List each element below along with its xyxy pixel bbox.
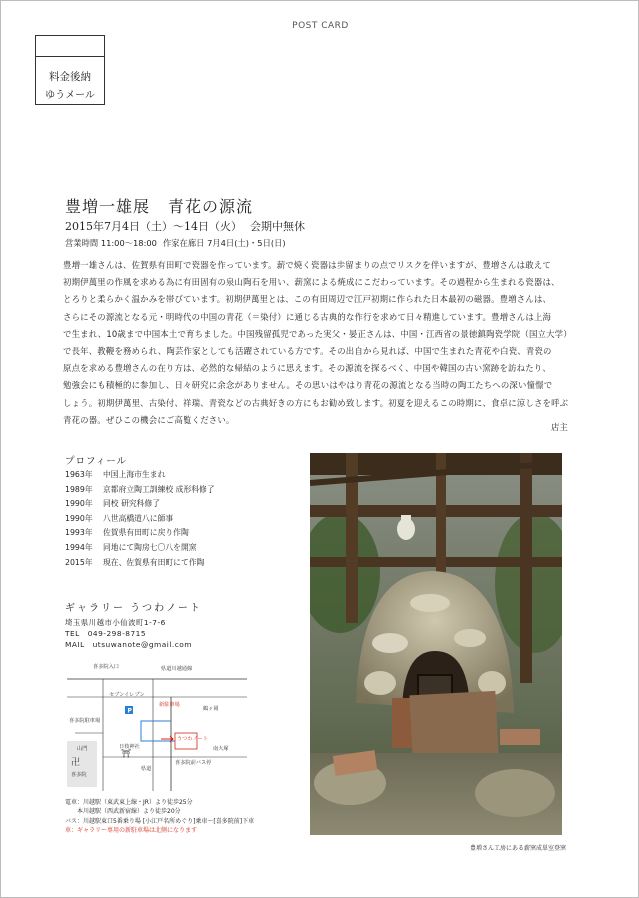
profile-year: 1963年 — [65, 470, 93, 479]
profile-year: 1989年 — [65, 484, 93, 494]
gallery-contact — [65, 618, 192, 650]
svg-text:P: P — [127, 707, 132, 715]
profile-year: 1990年 — [65, 499, 93, 509]
signature: 店主 — [551, 422, 568, 432]
profile-row — [65, 468, 215, 483]
exhibition-title — [65, 194, 253, 217]
map-label-kitain-parking: 喜多院駐車場 — [69, 718, 101, 724]
profile-row — [65, 541, 215, 556]
exhibition-dates — [65, 218, 305, 234]
profile-row — [65, 556, 215, 571]
map-label-route: 県道 — [141, 766, 152, 772]
map-label-bus-stop: 喜多院前バス停 — [175, 760, 212, 766]
map-label-utsuwa-note: うつわノート — [177, 736, 208, 742]
map-graphic — [63, 661, 249, 793]
access-train-1: 電車：川越駅（東武東上線・JR）より徒歩25分 — [65, 799, 193, 806]
profile-text: 京都府立陶工訓練校 成形科修了 — [103, 484, 215, 494]
access-train-2: 本川越駅（西武新宿線）より徒歩20分 — [65, 808, 181, 816]
profile-year: 2015年 — [65, 557, 93, 567]
profile-list — [65, 468, 215, 570]
gallery-tel: TEL 049-298-8715 — [65, 628, 147, 638]
temple-icon: 卍 — [71, 758, 81, 768]
closed-days: 会期中無休 — [250, 220, 305, 233]
access-bus: バス：川越駅東口5番乗り場 [小江戸名所めぐり]乗車～[喜多院前]下車 — [65, 817, 255, 825]
map-label-tenmangu: 日枝神社 — [119, 744, 140, 750]
map-label-kitain-entrance: 喜多院入口 — [93, 664, 119, 670]
postcard-label: POST CARD — [292, 21, 349, 31]
profile-text: 同校 研究科修了 — [103, 499, 161, 509]
gallery-mail[interactable]: MAIL utsuwanote@gmail.com — [65, 639, 193, 649]
gallery-name: ギャラリー うつわノート — [65, 603, 202, 614]
map-label-yamamon: 山門 — [77, 746, 88, 752]
postage-paid-stamp — [35, 35, 105, 105]
date-range: 2015年7月4日（土）～14日（火） — [65, 220, 242, 233]
profile-text: 同地にて陶房七〇八を開窯 — [103, 542, 197, 552]
hours-text: 営業時間 11:00～18:00 — [65, 238, 157, 248]
stamp-line-2: ゆうメール — [45, 90, 95, 101]
profile-text: 中国上海市生まれ — [103, 470, 166, 479]
map-label-new-parking: 新駐車場 — [159, 702, 180, 708]
introduction-text: 豊増一雄さんは、佐賀県有田町で瓷器を作っています。薪で焼く瓷器は歩留まりの点でリスクを伴いますが、豊増さんは敢えて 初期伊萬里の作風を求める為に有田固有の泉山陶石を用い、薪窯による焼成にこだわっています。その過程から生まれる瓷器は、 とろりと柔らかく温かみを帯びています。初期伊萬里とは、この有田周辺で江戸初期に作られた日本最初の磁器。豊増さんは、 さらにその源流となる元・明時代の中国の青花（＝染付）に通じる古典的な作行を求めて日々精進しています。豊増さんは上海 で生まれ、10歳まで中国本土で育ちました。中国残留孤児であった実父・晏正さんは、中国・江西省の景徳鎮陶瓷学院（国立大学） で長年、教鞭を務められ、陶芸作家としても活躍されている方です。その出自から見れば、中国で生まれた青花や白瓷、青瓷の 原点を求める豊増さんの在り方は、必然的な帰結のように思えます。その源流を探るべく、中国や韓国の古い窯跡を訪ねたり、 勉強会にも積極的に参加し、日々研究に余念がありません。その思いはやはり青花の源流となる当時の陶工たちへの深い憧憬で しょう。初期伊萬里、古染付、祥瑞、青瓷などの古典好きの方にもお勧め致します。初夏を迎えるこの時期に、食卓に涼しさを呼ぶ 青花の器。ぜひこの機会にご高覧ください。 — [63, 260, 572, 425]
access-map — [63, 661, 249, 793]
title-main: 豊増一雄展 — [65, 197, 151, 216]
profile-text: 八世高橋道八に師事 — [103, 513, 174, 523]
profile-row — [65, 483, 215, 498]
gallery-address: 埼玉県川越市小仙波町1-7-6 — [65, 618, 166, 627]
map-label-minami: 南大塚 — [213, 746, 229, 752]
map-label-chuo-street: 県道川越通線 — [161, 666, 193, 672]
shrine-icon: ⛩ — [121, 749, 132, 758]
profile-row — [65, 512, 215, 527]
profile-text: 佐賀県有田町に戻り作陶 — [103, 528, 189, 538]
profile-year: 1994年 — [65, 542, 93, 552]
stamp-divider — [36, 36, 104, 57]
opening-hours — [65, 237, 286, 249]
artist-days: 作家在廊日 7月4日(土)・5日(日) — [162, 238, 286, 248]
access-car-note: 車：ギャラリー専用の新駐車場は北側になります — [65, 827, 198, 835]
map-label-kitain: 喜多院 — [71, 772, 87, 778]
title-sub: 青花の源流 — [168, 197, 254, 216]
access-info — [65, 798, 254, 836]
photo-caption: 豊増さん工房にある薪窯成単室登窯 — [469, 845, 566, 852]
stamp-line-1: 料金後納 — [49, 71, 91, 83]
profile-heading: プロフィール — [65, 456, 128, 467]
profile-text: 現在、佐賀県有田町にて作陶 — [103, 557, 205, 567]
profile-year: 1990年 — [65, 513, 93, 523]
map-label-tsurugaoka: 鶴ヶ岡 — [203, 706, 219, 712]
map-label-seven-eleven: セブンイレブン — [109, 692, 145, 698]
profile-row — [65, 497, 215, 512]
profile-year: 1993年 — [65, 528, 93, 538]
kiln-photo — [310, 453, 562, 835]
kiln-illustration — [310, 453, 562, 835]
profile-row — [65, 526, 215, 541]
